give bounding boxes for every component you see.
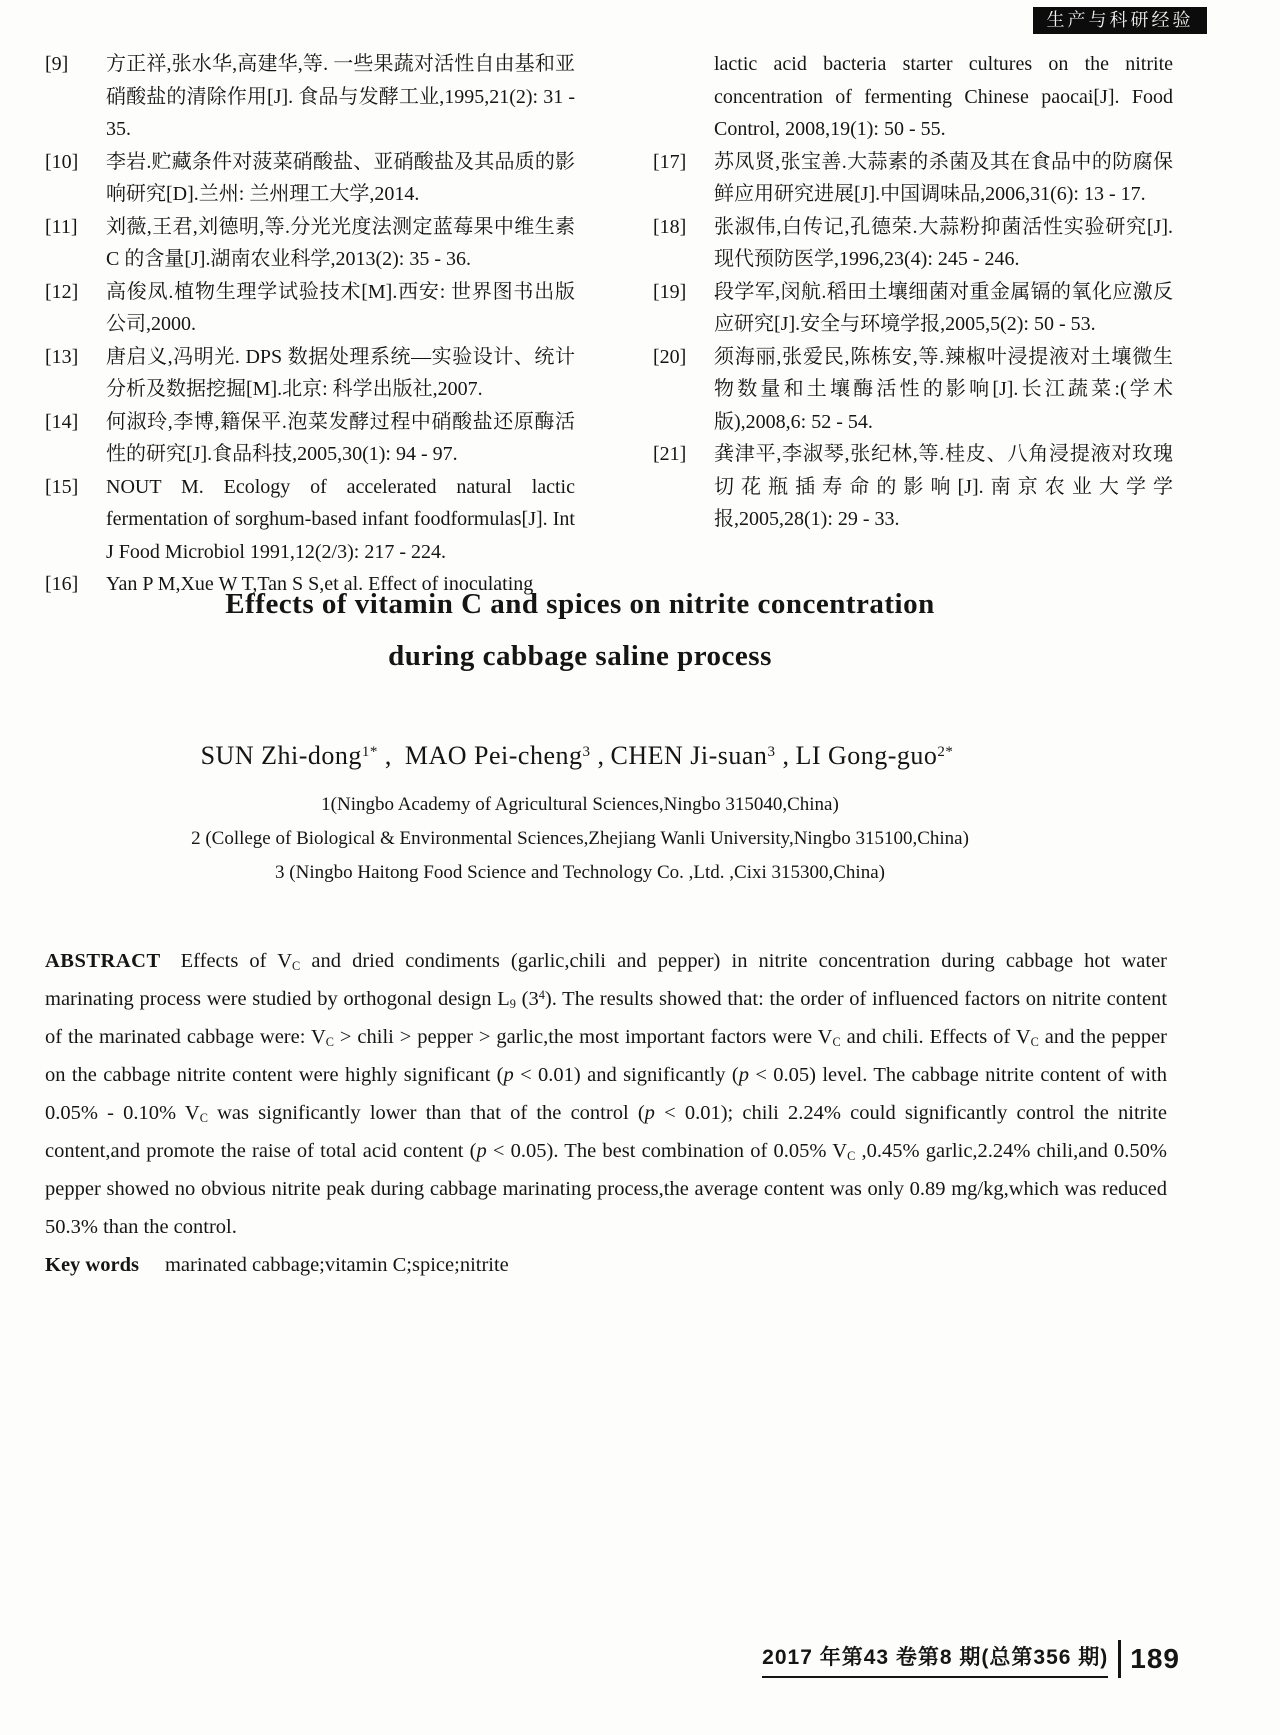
reference-text: lactic acid bacteria starter cultures on the nitrite concentration of fermenting Chinese paocai[J]. Food Control, 2008,19(1): 50 - 55.: [714, 53, 1173, 140]
reference-text: 李岩.贮藏条件对菠菜硝酸盐、亚硝酸盐及其品质的影响研究[D].兰州: 兰州理工大学,2014.: [106, 150, 575, 205]
reference-text: 唐启义,冯明光. DPS 数据处理系统—实验设计、统计分析及数据挖掘[M].北京: 科学出版社,2007.: [106, 345, 575, 400]
affiliation-list: [50, 788, 1110, 890]
author: [201, 741, 405, 770]
affiliation-item: 3 (Ningbo Haitong Food Science and Technology Co. ,Ltd. ,Cixi 315300,China): [275, 862, 885, 883]
page-footer: [762, 1640, 1180, 1678]
reference-item: [45, 276, 575, 341]
reference-text: Yan P M,Xue W T,Tan S S,et al. Effect of inoculating: [106, 573, 534, 595]
section-badge: 生产与科研经验: [1033, 7, 1207, 34]
reference-item: [45, 211, 575, 276]
affiliation-item: 1(Ningbo Academy of Agricultural Sciences,Ningbo 315040,China): [321, 794, 839, 815]
reference-text: 张淑伟,白传记,孔德荣.大蒜粉抑菌活性实验研究[J].现代预防医学,1996,23(4): 245 - 246.: [714, 215, 1173, 270]
author: [405, 741, 611, 770]
reference-item: [45, 48, 575, 146]
author-affiliation-mark: 1*: [361, 743, 378, 760]
keywords-text: marinated cabbage;vitamin C;spice;nitrite: [164, 1254, 509, 1276]
reference-number: [16]: [45, 573, 79, 595]
reference-number: [11]: [45, 215, 78, 238]
reference-column-left: [45, 48, 575, 601]
reference-item: [45, 341, 575, 406]
reference-number: [18]: [653, 215, 687, 238]
article-title: [50, 578, 1110, 682]
author-affiliation-mark: 3: [767, 743, 776, 760]
reference-item: [653, 438, 1173, 536]
reference-number: [17]: [653, 150, 687, 173]
reference-item: [653, 341, 1173, 439]
affiliation-item: 2 (College of Biological & Environmental Sciences,Zhejiang Wanli University,Ningbo 315100,China): [191, 828, 969, 849]
reference-column-right: [653, 48, 1173, 601]
keywords-line: [45, 1246, 1167, 1284]
reference-number: [19]: [653, 280, 687, 303]
reference-item: [45, 471, 575, 569]
reference-text: 段学军,闵航.稻田土壤细菌对重金属镉的氧化应激反应研究[J].安全与环境学报,2005,5(2): 50 - 53.: [714, 280, 1173, 335]
author-separator: ,: [590, 741, 605, 770]
reference-number: [21]: [653, 443, 687, 465]
abstract-section: [45, 942, 1167, 1284]
reference-number: [10]: [45, 150, 79, 173]
reference-text: 何淑玲,李博,籍保平.泡菜发酵过程中硝酸盐还原酶活性的研究[J].食品科技,2005,30(1): 94 - 97.: [106, 410, 575, 465]
author: [611, 741, 796, 770]
reference-item: [653, 211, 1173, 276]
author-name: SUN Zhi-dong: [200, 741, 362, 770]
page-number: 189: [1130, 1643, 1180, 1674]
reference-item: [653, 48, 1173, 146]
reference-item: [45, 406, 575, 471]
reference-number: [15]: [45, 475, 79, 498]
journal-issue: 2017 年第43 卷第8 期(总第356 期): [762, 1641, 1108, 1678]
reference-text: 须海丽,张爱民,陈栋安,等.辣椒叶浸提液对土壤微生物数量和土壤酶活性的影响[J].长江蔬菜:(学术版),2008,6: 52 - 54.: [714, 345, 1173, 433]
reference-text: 龚津平,李淑琴,张纪林,等.桂皮、八角浸提液对玫瑰切花瓶插寿命的影响[J].南京农业大学学报,2005,28(1): 29 - 33.: [714, 443, 1173, 530]
author-name: MAO Pei-cheng: [404, 741, 583, 770]
author-line: [50, 740, 1110, 772]
author-separator: ,: [775, 741, 790, 770]
article-title-line2: during cabbage saline process: [388, 640, 772, 672]
author-affiliation-mark: 3: [582, 743, 591, 760]
reference-item: [653, 276, 1173, 341]
abstract-label: ABSTRACT: [45, 950, 161, 972]
reference-number: [20]: [653, 345, 687, 368]
reference-item: [653, 146, 1173, 211]
reference-text: NOUT M. Ecology of accelerated natural lactic fermentation of sorghum-based infant foodformulas[J]. Int J Food Microbiol 1991,12(2/3): 217 - 224.: [106, 475, 575, 563]
reference-number: [14]: [45, 410, 79, 433]
author-name: LI Gong-guo: [795, 741, 938, 770]
reference-list: [45, 48, 1173, 601]
author-separator: ,: [377, 741, 399, 770]
abstract-text: Effects of $V_C$ and dried condiments (garlic,chili and pepper) in nitrite concentration during cabbage hot water marinating process were studied by orthogonal design $L_9$ $(3^4)$. The results showed that: the order of influenced factors on nitrite content of the marinated cabbage were: $V_C$ > chili > pepper > garlic,the most important factors were $V_C$ and chili. Effects of $V_C$ and the pepper on the cabbage nitrite content were highly significant (p < 0.01) and significantly (p < 0.05) level. The cabbage nitrite content of with 0.05% - 0.10% $V_C$ was significantly lower than that of the control (p < 0.01); chili 2.24% could significantly control the nitrite content,and promote the raise of total acid content (p < 0.05). The best combination of 0.05% $V_C$ ,0.45% garlic,2.24% chili,and 0.50% pepper showed no obvious nitrite peak during cabbage marinating process,the average content was only 0.89 mg/kg,which was reduced 50.3% than the control.: [45, 950, 1168, 1238]
reference-number: [13]: [45, 345, 79, 368]
reference-number: [12]: [45, 280, 79, 303]
keywords-label: Key words: [45, 1254, 139, 1276]
reference-number: [9]: [45, 53, 69, 75]
reference-text: 方正祥,张水华,高建华,等. 一些果蔬对活性自由基和亚硝酸盐的清除作用[J]. 食品与发酵工业,1995,21(2): 31 - 35.: [106, 53, 575, 140]
article-header: [50, 578, 1110, 890]
reference-text: 苏凤贤,张宝善.大蒜素的杀菌及其在食品中的防腐保鲜应用研究进展[J].中国调味品,2006,31(6): 13 - 17.: [714, 150, 1173, 205]
reference-text: 刘薇,王君,刘德明,等.分光光度法测定蓝莓果中维生素 C 的含量[J].湖南农业科学,2013(2): 35 - 36.: [106, 215, 575, 270]
reference-item: [45, 146, 575, 211]
author-name: CHEN Ji-suan: [610, 741, 768, 770]
author-affiliation-mark: 2*: [937, 743, 954, 760]
reference-text: 高俊凤.植物生理学试验技术[M].西安: 世界图书出版公司,2000.: [106, 280, 575, 335]
author: [795, 741, 959, 770]
footer-divider: [1118, 1640, 1121, 1678]
article-title-line1: Effects of vitamin C and spices on nitrite concentration: [225, 588, 935, 620]
